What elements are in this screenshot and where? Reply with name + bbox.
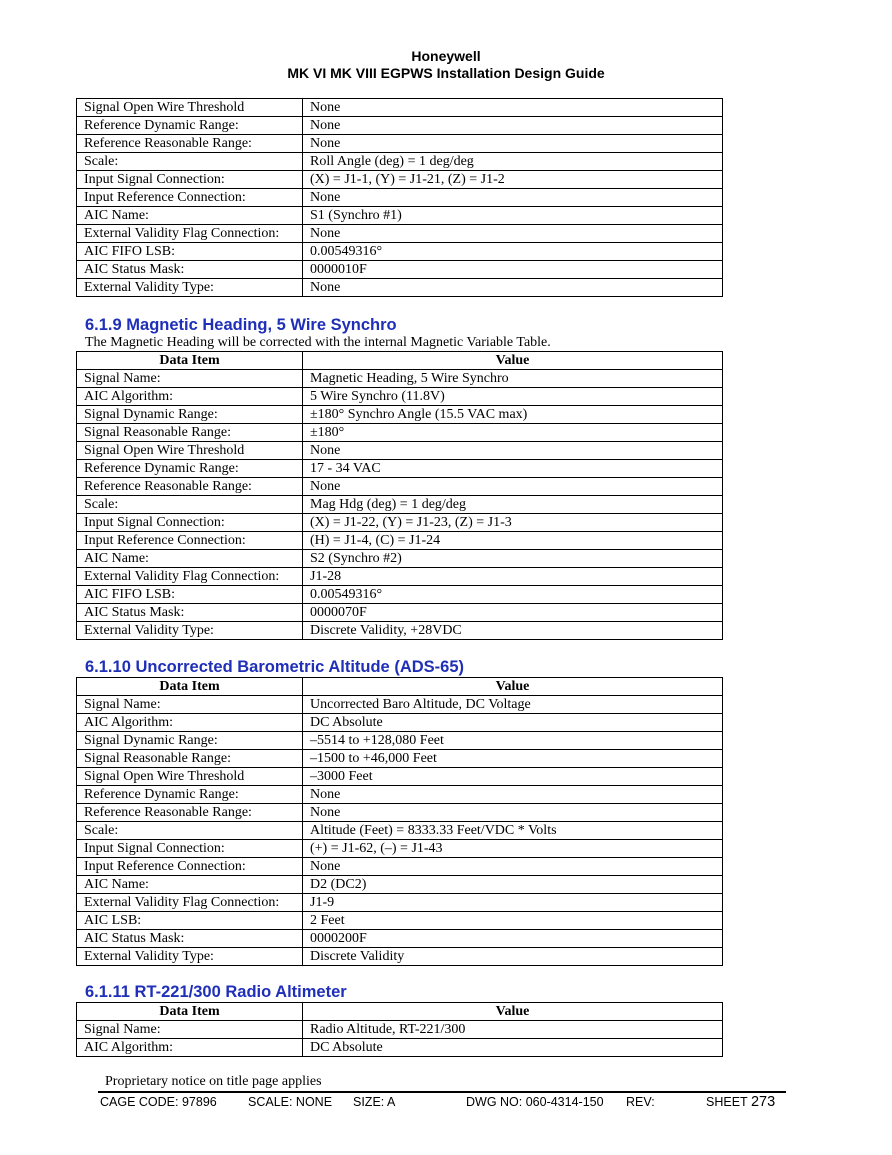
row-value: D2 (DC2)	[303, 876, 723, 894]
row-value: Discrete Validity, +28VDC	[303, 622, 723, 640]
row-value: (+) = J1-62, (–) = J1-43	[303, 840, 723, 858]
table-row	[77, 261, 723, 279]
row-label: Signal Reasonable Range:	[77, 424, 303, 442]
row-label: AIC Algorithm:	[77, 714, 303, 732]
footer-sheet	[706, 1094, 775, 1110]
row-label: Scale:	[77, 822, 303, 840]
table-baro-altitude	[76, 677, 723, 966]
row-value: J1-28	[303, 568, 723, 586]
row-label: Reference Reasonable Range:	[77, 135, 303, 153]
footer-sheet-number: 273	[750, 1094, 776, 1110]
row-value: None	[303, 478, 723, 496]
column-header-value: Value	[303, 352, 723, 370]
table-header-row	[77, 678, 723, 696]
table-row	[77, 912, 723, 930]
row-label: External Validity Flag Connection:	[77, 225, 303, 243]
row-label: Reference Dynamic Range:	[77, 117, 303, 135]
row-label: External Validity Type:	[77, 948, 303, 966]
table-header-row	[77, 352, 723, 370]
row-label: Input Signal Connection:	[77, 514, 303, 532]
table-continued	[76, 98, 723, 297]
row-label: Input Reference Connection:	[77, 858, 303, 876]
table-row	[77, 99, 723, 117]
table-row	[77, 478, 723, 496]
row-value: 0000070F	[303, 604, 723, 622]
row-value: Radio Altitude, RT-221/300	[303, 1021, 723, 1039]
row-value: –3000 Feet	[303, 768, 723, 786]
row-label: Input Reference Connection:	[77, 189, 303, 207]
row-label: AIC FIFO LSB:	[77, 586, 303, 604]
column-header-value: Value	[303, 678, 723, 696]
table-row	[77, 604, 723, 622]
row-label: Signal Open Wire Threshold	[77, 768, 303, 786]
row-value: 17 - 34 VAC	[303, 460, 723, 478]
table-row	[77, 786, 723, 804]
row-value: None	[303, 786, 723, 804]
row-label: Signal Open Wire Threshold	[77, 442, 303, 460]
table-row	[77, 840, 723, 858]
row-value: None	[303, 189, 723, 207]
row-label: Scale:	[77, 496, 303, 514]
row-value: 5 Wire Synchro (11.8V)	[303, 388, 723, 406]
table-row	[77, 406, 723, 424]
proprietary-notice: Proprietary notice on title page applies	[105, 1074, 322, 1089]
footer-scale: SCALE: NONE	[248, 1095, 333, 1109]
row-value: Discrete Validity	[303, 948, 723, 966]
column-header-data-item: Data Item	[77, 352, 303, 370]
row-value: None	[303, 279, 723, 297]
row-value: S1 (Synchro #1)	[303, 207, 723, 225]
row-value: 2 Feet	[303, 912, 723, 930]
table-row	[77, 822, 723, 840]
table-row	[77, 225, 723, 243]
row-value: (H) = J1-4, (C) = J1-24	[303, 532, 723, 550]
table-row	[77, 930, 723, 948]
footer-sheet-label: SHEET	[706, 1095, 748, 1109]
row-label: Reference Dynamic Range:	[77, 460, 303, 478]
table-row	[77, 586, 723, 604]
row-label: External Validity Type:	[77, 622, 303, 640]
table-row	[77, 171, 723, 189]
row-label: Signal Dynamic Range:	[77, 732, 303, 750]
footer-cage-code: CAGE CODE: 97896	[100, 1095, 217, 1109]
row-value: 0000200F	[303, 930, 723, 948]
row-label: Scale:	[77, 153, 303, 171]
table-row	[77, 207, 723, 225]
row-label: AIC Name:	[77, 207, 303, 225]
footer-size: SIZE: A	[353, 1095, 396, 1109]
row-label: Signal Dynamic Range:	[77, 406, 303, 424]
table-row	[77, 388, 723, 406]
row-value: Magnetic Heading, 5 Wire Synchro	[303, 370, 723, 388]
row-value: DC Absolute	[303, 714, 723, 732]
row-value: None	[303, 135, 723, 153]
table-row	[77, 442, 723, 460]
row-label: Reference Reasonable Range:	[77, 804, 303, 822]
row-value: None	[303, 442, 723, 460]
row-value: J1-9	[303, 894, 723, 912]
section-heading-6-1-9: 6.1.9 Magnetic Heading, 5 Wire Synchro	[85, 316, 397, 334]
row-label: AIC Algorithm:	[77, 388, 303, 406]
table-row	[77, 1021, 723, 1039]
row-value: ±180°	[303, 424, 723, 442]
row-label: Signal Reasonable Range:	[77, 750, 303, 768]
row-label: AIC Status Mask:	[77, 604, 303, 622]
column-header-data-item: Data Item	[77, 1003, 303, 1021]
row-value: Uncorrected Baro Altitude, DC Voltage	[303, 696, 723, 714]
table-row	[77, 460, 723, 478]
table-row	[77, 948, 723, 966]
row-label: Signal Name:	[77, 1021, 303, 1039]
row-label: Reference Reasonable Range:	[77, 478, 303, 496]
row-label: AIC Status Mask:	[77, 930, 303, 948]
row-value: 0.00549316°	[303, 586, 723, 604]
row-label: AIC Algorithm:	[77, 1039, 303, 1057]
row-label: AIC Status Mask:	[77, 261, 303, 279]
row-label: Signal Name:	[77, 370, 303, 388]
section-heading-6-1-11: 6.1.11 RT-221/300 Radio Altimeter	[85, 983, 347, 1001]
column-header-data-item: Data Item	[77, 678, 303, 696]
row-value: Mag Hdg (deg) = 1 deg/deg	[303, 496, 723, 514]
table-row	[77, 117, 723, 135]
row-label: Input Signal Connection:	[77, 840, 303, 858]
header-title: MK VI MK VIII EGPWS Installation Design Guide	[287, 65, 605, 81]
header-company: Honeywell	[411, 48, 481, 64]
table-row	[77, 496, 723, 514]
table-row	[77, 279, 723, 297]
table-row	[77, 370, 723, 388]
row-value: S2 (Synchro #2)	[303, 550, 723, 568]
row-label: Input Signal Connection:	[77, 171, 303, 189]
table-row	[77, 804, 723, 822]
row-value: ±180° Synchro Angle (15.5 VAC max)	[303, 406, 723, 424]
row-value: DC Absolute	[303, 1039, 723, 1057]
row-label: External Validity Type:	[77, 279, 303, 297]
row-value: –5514 to +128,080 Feet	[303, 732, 723, 750]
row-value: None	[303, 858, 723, 876]
footer-drawing-number: DWG NO: 060-4314-150	[466, 1095, 604, 1109]
row-label: AIC FIFO LSB:	[77, 243, 303, 261]
row-label: External Validity Flag Connection:	[77, 568, 303, 586]
table-row	[77, 243, 723, 261]
footer-revision: REV:	[626, 1095, 655, 1109]
row-label: Reference Dynamic Range:	[77, 786, 303, 804]
table-row	[77, 894, 723, 912]
row-value: None	[303, 117, 723, 135]
table-row	[77, 876, 723, 894]
row-label: AIC LSB:	[77, 912, 303, 930]
row-label: Input Reference Connection:	[77, 532, 303, 550]
table-row	[77, 696, 723, 714]
table-header-row	[77, 1003, 723, 1021]
row-value: 0000010F	[303, 261, 723, 279]
row-value: None	[303, 225, 723, 243]
table-row	[77, 135, 723, 153]
row-label: Signal Name:	[77, 696, 303, 714]
row-label: Signal Open Wire Threshold	[77, 99, 303, 117]
row-value: (X) = J1-1, (Y) = J1-21, (Z) = J1-2	[303, 171, 723, 189]
row-value: None	[303, 99, 723, 117]
row-label: External Validity Flag Connection:	[77, 894, 303, 912]
table-row	[77, 732, 723, 750]
section-note-6-1-9: The Magnetic Heading will be corrected with the internal Magnetic Variable Table.	[85, 335, 551, 350]
table-radio-altimeter	[76, 1002, 723, 1057]
footer-divider	[98, 1091, 786, 1093]
row-value: Roll Angle (deg) = 1 deg/deg	[303, 153, 723, 171]
table-row	[77, 768, 723, 786]
table-row	[77, 532, 723, 550]
table-row	[77, 1039, 723, 1057]
table-row	[77, 622, 723, 640]
table-row	[77, 568, 723, 586]
table-row	[77, 424, 723, 442]
table-magnetic-heading	[76, 351, 723, 640]
row-value: (X) = J1-22, (Y) = J1-23, (Z) = J1-3	[303, 514, 723, 532]
row-value: 0.00549316°	[303, 243, 723, 261]
table-row	[77, 550, 723, 568]
row-value: Altitude (Feet) = 8333.33 Feet/VDC * Volts	[303, 822, 723, 840]
section-heading-6-1-10: 6.1.10 Uncorrected Barometric Altitude (ADS-65)	[85, 658, 464, 676]
column-header-value: Value	[303, 1003, 723, 1021]
table-row	[77, 189, 723, 207]
table-row	[77, 714, 723, 732]
table-row	[77, 858, 723, 876]
table-row	[77, 153, 723, 171]
row-value: None	[303, 804, 723, 822]
row-label: AIC Name:	[77, 876, 303, 894]
row-label: AIC Name:	[77, 550, 303, 568]
table-row	[77, 750, 723, 768]
table-row	[77, 514, 723, 532]
row-value: –1500 to +46,000 Feet	[303, 750, 723, 768]
